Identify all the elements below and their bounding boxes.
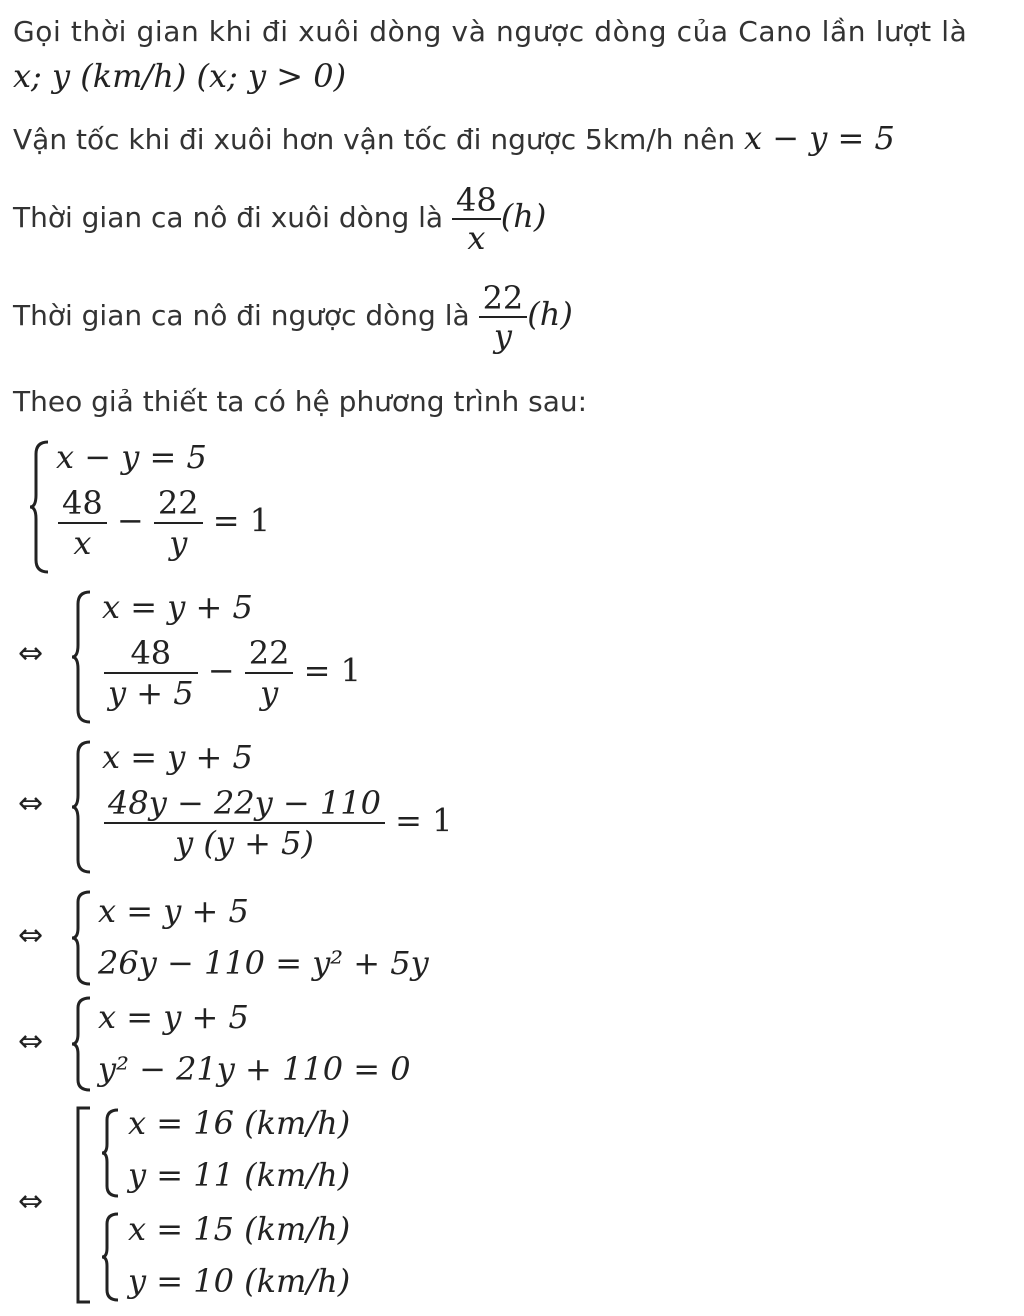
solution2-y: y = 10 (km/h): [128, 1262, 351, 1300]
system1-eq1: x − y = 5: [56, 438, 207, 476]
downstream-numerator: 48: [452, 182, 501, 220]
system2-minus: −: [207, 651, 235, 690]
left-brace-icon: [70, 890, 92, 986]
equivalence-symbol: ⇔: [18, 1184, 44, 1219]
system1-fraction1: [58, 484, 107, 562]
system5-eq1: x = y + 5: [98, 998, 249, 1036]
system2-f2-numerator: 22: [245, 634, 294, 674]
system2-f1-denominator: y + 5: [108, 674, 194, 712]
intro-sentence: Gọi thời gian khi đi xuôi dòng và ngược dòng của Cano lần lượt là: [13, 15, 968, 48]
system1-fraction2: [154, 484, 203, 562]
upstream-denominator: y: [493, 317, 512, 355]
upstream-fraction: [479, 280, 528, 354]
equivalence-symbol: ⇔: [18, 786, 44, 821]
system2-f2-denominator: y: [260, 674, 279, 712]
system3-eq2: [104, 784, 453, 862]
solution1-x: x = 16 (km/h): [128, 1104, 351, 1142]
upstream-time-text: Thời gian ca nô đi ngược dòng là: [13, 299, 470, 332]
velocity-text: Vận tốc khi đi xuôi hơn vận tốc đi ngược 5km/h nên: [13, 123, 736, 156]
system1-rhs: = 1: [212, 501, 271, 540]
downstream-denominator: x: [467, 219, 486, 257]
system5-eq2: y² − 21y + 110 = 0: [98, 1050, 411, 1088]
system2-f1-numerator: 48: [104, 634, 198, 674]
system1-f1-numerator: 48: [58, 484, 107, 524]
system2-fraction2: [245, 634, 294, 712]
left-brace-icon: [100, 1108, 120, 1198]
intro-text: [13, 14, 1013, 50]
equivalence-symbol: ⇔: [18, 918, 44, 953]
system1-f1-denominator: x: [73, 524, 92, 562]
equivalence-symbol: ⇔: [18, 636, 44, 671]
system2-rhs: = 1: [303, 651, 361, 690]
velocity-equation: x − y = 5: [744, 119, 895, 157]
solution1-y: y = 11 (km/h): [128, 1156, 351, 1194]
left-brace-icon: [28, 440, 50, 574]
system4-eq1: x = y + 5: [98, 892, 249, 930]
system3-numerator: 48y − 22y − 110: [104, 784, 385, 824]
downstream-time-text: Thời gian ca nô đi xuôi dòng là: [13, 201, 444, 234]
velocity-line: [13, 120, 895, 158]
left-brace-icon: [70, 740, 92, 874]
system3-denominator: y (y + 5): [175, 824, 314, 862]
system2-eq2: [104, 634, 361, 712]
system-intro: Theo giả thiết ta có hệ phương trình sau:: [13, 385, 588, 418]
downstream-time-line: [13, 176, 546, 258]
system3-rhs: = 1: [395, 801, 453, 840]
downstream-fraction: [452, 182, 501, 256]
left-brace-icon: [70, 996, 92, 1092]
system1-f2-denominator: y: [169, 524, 188, 562]
system2-eq1: x = y + 5: [102, 588, 253, 626]
system4-eq2: 26y − 110 = y² + 5y: [98, 944, 429, 982]
downstream-unit: (h): [500, 197, 547, 235]
system1-eq2: [58, 484, 270, 562]
system1-f2-numerator: 22: [154, 484, 203, 524]
intro-variables: x; y (km/h) (x; y > 0): [13, 57, 347, 95]
upstream-unit: (h): [527, 295, 573, 333]
system3-eq1: x = y + 5: [102, 738, 253, 776]
system2-fraction1: [104, 634, 198, 712]
upstream-numerator: 22: [479, 280, 528, 318]
left-brace-icon: [100, 1212, 120, 1302]
equivalence-symbol: ⇔: [18, 1024, 44, 1059]
system3-fraction: [104, 784, 385, 862]
system1-minus: −: [116, 501, 144, 540]
solution2-x: x = 15 (km/h): [128, 1210, 351, 1248]
left-bracket-icon: [74, 1106, 92, 1304]
left-brace-icon: [70, 590, 92, 724]
upstream-time-line: [13, 274, 573, 356]
